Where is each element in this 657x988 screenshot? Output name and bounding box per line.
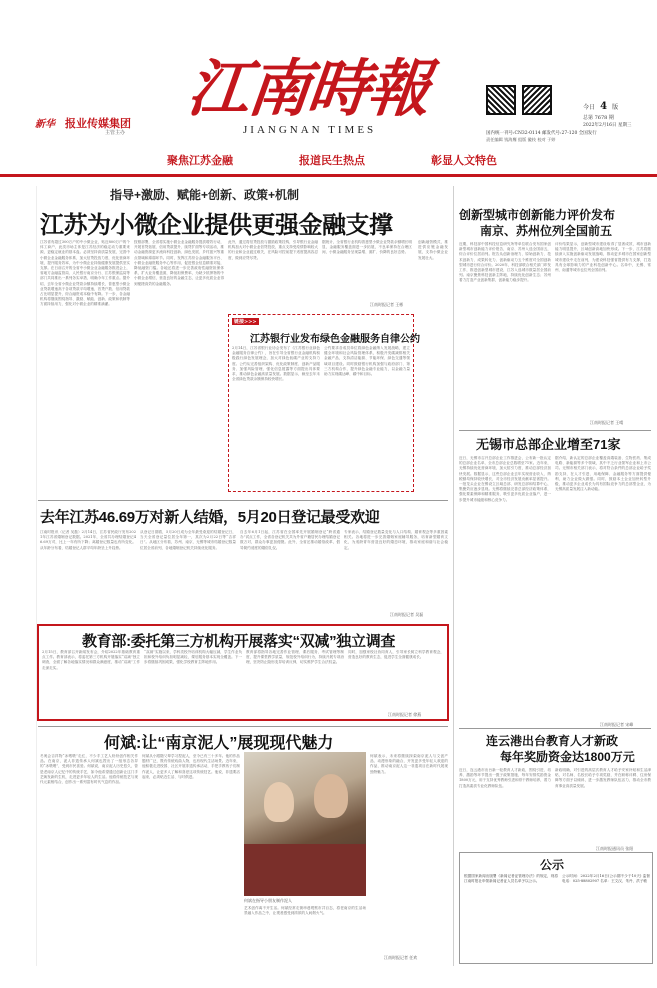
lead-kicker: 指导+激励、赋能+创新、政策+机制 — [110, 188, 300, 202]
newspaper-logo — [184, 52, 458, 136]
lead-body-col4: 据统计，全省银行业机构普惠型小微企业贷款余额增长明显，金融服务覆盖面进一步拓展，不良率保持在合理区间，小微金融服务呈现量增、面扩、价降的良好态势。 — [322, 240, 412, 255]
issue-info — [583, 94, 655, 128]
slogan-bar — [0, 150, 657, 172]
edu-credit: 江南时报记者 徐燕 — [388, 712, 422, 717]
marriage-col4: 专家表示，结婚登记数量变化与人口结构、婚育观念等多重因素相关。各地将进一步完善婚姻家庭辅导服务，培育新型婚育文化，为适龄青年营造良好的婚恋环境，推动家庭和谐与社会稳定。 — [344, 530, 448, 550]
sub-article-col2: 公约要求各成员单位将绿色金融纳入发展战略，建立健全环境和社会风险管理体系，积极开发碳减排相关金融产品，支持清洁能源、节能环保、绿色交通等领域项目建设。同时鼓励银行机构加强与政府部门、第三方机构合作，提升绿色金融专业能力，以金融力量助力实现碳达峰、碳中和目标。 — [324, 346, 410, 377]
edu-col1: 2月15日，教育部召开新闻发布会，介绍2022年基础教育重点工作。教育部表示，将委托第三方机构开展落实“双减”独立调查，全面了解各地落实情况和群众满意度，推动“双减”工作走深走实。 — [42, 650, 140, 670]
culture-photo — [244, 752, 366, 896]
right-mid-rule — [459, 430, 651, 431]
right-mid-col2: 据介绍，新认定的总部企业覆盖高端装备、生物医药、集成电路、新能源等多个领域，其中不乏行业领军企业和上市公司。无锡市相关部门表示，将对符合条件的总部企业给予奖励支持，在人才引进、用地保障、金融服务等方面提供便利，助力企业做大做强。同时，鼓励本土企业加快转型升级，推动更多企业成长为具有国际竞争力的总部型企业，为无锡高质量发展注入新动能。 — [555, 456, 651, 492]
culture-headline: 何斌:让“南京泥人”展现现代魅力 — [104, 735, 334, 752]
issue-pages-unit: 版 — [612, 104, 619, 111]
edu-col3: 教育部将指导各地完善作业管理、课后服务、考试管理等制度，提升课堂教学质量，规范校外培训行为，持续开展专项治理，坚决防止隐形变异培训反弹，切实维护学生合法权益。 — [246, 650, 344, 665]
right-top-headline-1: 创新型城市创新能力评价发布 — [459, 208, 616, 222]
culture-col3: 何斌表示，未来将继续探索南京泥人与文创产品、动漫形象的融合，开发更多受年轻人欢迎的作品，推动南京泥人这一非遗项目在新时代展现独特魅力。 — [370, 754, 448, 774]
right-top-headline-2: 南京、苏州位列全国前五 — [480, 224, 613, 238]
right-top-col1: 近期，科技部中国科技信息研究所等单位联合发布国家创新型城市创新能力评价报告，南京、苏州入选全国前五，综合评价位居前列。报告从创新治理力、原始创新力、技术创新力、成果转化力、创新驱动力五个维度对全国创新型城市进行综合评价。2020年，科技部联合相关部门印发工作，推进创新型城市建设，江苏入选城市数量居全国前列。南京聚焦科技创新主阵地，持续优化创新生态；苏州着力打造产业创新集群，创新能力稳步提升。 — [459, 242, 551, 283]
masthead-divider — [0, 174, 657, 177]
culture-col2: 何斌从小跟随父辈学习捏泥人，至今已有三十多年。他的作品题材广泛，既有传统戏曲人物，也有现代生活场景。近年来，他积极走进校园、社区开展非遗传承活动，手把手教孩子们制作泥人，让更多人了解和喜爱这项传统技艺。他说，非遗要活起来，必须贴近生活、与时俱进。 — [142, 754, 240, 779]
right-top-credit: 江南时报记者 王晴 — [590, 420, 624, 425]
lead-body-col5: 创新融资模式，推进供应链金融发展，支持小微企业发展壮大。 — [418, 240, 448, 260]
culture-col4: 艺术创作离不开生活。何斌经常走街串巷观察市井百态，将老南京的生活场景融入作品之中，让观者感受到浓浓的人间烟火气。 — [244, 906, 366, 916]
right-bottom-rule — [459, 728, 651, 729]
marriage-credit: 江南时报记者 吴磊 — [390, 612, 424, 617]
culture-rule — [38, 726, 448, 727]
right-mid-credit: 江南时报记者 宋峰 — [600, 722, 634, 727]
notice-body-right: 公示时间：2022年2月16日(公示期不少于10天) 监督电话：025-88802907 名单：王文汉、朱丹、洪子敏 — [562, 874, 650, 884]
photo-figure-1 — [264, 782, 294, 822]
group-sub: 主管主办 — [105, 130, 126, 136]
marriage-headline: 去年江苏46.69万对新人结婚，5月20日登记最受欢迎 — [40, 509, 380, 526]
lead-body-col3: 此外，通过将信贷投放与激励政策挂钩，引导银行业金融机构加大对小微企业信贷投放，重点支持受疫情影响较大的行业和企业渡过难关，在风险可控前提下适度提高容忍度，做到应贷尽贷。 — [228, 240, 318, 260]
lead-body-col1: 江苏省有超过300万户的中小微企业，贴近800万户的个体工商户，此类市场主体是江苏经济的稳定动力重要来源，更稳定就业的基本盘。必须坚持高质量发展，完善中小微企业金融服务体系，加大信贷投放力度，优化营商环境，提升服务效率，为中小微企业持续健康发展提供坚实支撑。在日前召开的全省中小微企业金融服务推进会上，省地方金融监管局、人民银行南京分行、江苏银保监局等部门共同推出一系列务实举措，明确今年工作重点。据介绍，去年全省小微企业贷款余额持续增长，普惠型小微企业贷款增速高于各项贷款平均增速，首贷户数、信用贷款占比明显提升，综合融资成本稳中有降。下一步，各金融机构将继续围绕指导、激励、赋能、创新、政策和机制等方面持续用力，强化对小微企业的精准滴灌。 — [40, 240, 130, 307]
issue-total: 总第 7678 期 — [583, 115, 614, 121]
qr-code-right — [522, 85, 552, 115]
right-top-col2: 评价结果显示，创新型城市建设取得了显著成效，城市创新能力明显提升，区域创新高地加快形成。下一步，江苏将继续深入实施创新驱动发展战略，推动更多城市在国家创新型城市建设中走在前列，为建设科技强省提供有力支撑，打造具有全球影响力的产业科技创新中心。名单中，无锡、常州、南通等城市也位列全国前列。 — [555, 242, 651, 273]
slogan-1: 聚焦江苏金融 — [167, 155, 233, 167]
notice-title: 公示 — [540, 858, 565, 872]
publication-codes: 国内统一刊号:CN32-0114 邮发代号:27-120 全国发行 — [486, 131, 597, 136]
editors-line: 责任编辑 钱海鹰 组版 徽枝 校对 于婷 — [486, 137, 556, 142]
group-prefix: 新华 — [35, 119, 55, 130]
marriage-rule — [38, 500, 448, 501]
right-bottom-col2: 新政明确，对引进的高层次教育人才给予安家补贴和生活津贴，对名师、名校长给予专项奖励，并在职称评聘、住房保障等方面予以倾斜，进一步激发教师队伍活力，推动全市教育事业高质量发展。 — [555, 768, 651, 788]
right-mid-headline: 无锡市总部企业增至71家 — [476, 437, 621, 452]
lead-headline: 江苏为小微企业提供更强金融支撑 — [40, 212, 393, 239]
left-margin-rule — [36, 186, 37, 966]
masthead — [0, 0, 657, 150]
logo-cn: 江南時報 — [184, 52, 432, 125]
slogan-2: 报道民生热点 — [299, 155, 365, 167]
group-name: 报业传媒集团 — [65, 118, 131, 130]
photo-table — [244, 844, 366, 896]
sub-article-col1: 2月14日，江苏省银行业协会发布了《江苏银行业绿色金融服务自律公约》，旨在引导全省银行业金融机构积极践行绿色发展理念，加大对绿色低碳产业的支持力度。公约从完善组织架构、优化政策制度、创新产品服务、加强风险管理、强化信息披露等方面提出具体要求，推动绿色金融高质量发展。数据显示，截至去年末全省绿色贷款余额保持较快增长。 — [232, 346, 320, 382]
right-column-divider — [453, 186, 454, 966]
marriage-col2: 从登记日期看，5月20日成为全年最受欢迎的结婚登记日，当天全省登记量位居全年第一，其次为2月22日等“吉祥日”。从地区分布看，苏州、南京、无锡等城市结婚登记数量位居全省前列，各地婚姻登记机关持续优化服务。 — [140, 530, 236, 550]
marriage-col1: 江南时报讯（记者 吴磊）2月14日，江苏省民政厅发布2021年江苏省婚姻登记数据。2021年，全省共办理结婚登记46.69万对，比上一年有所下降；离婚登记数量也有所变化。从年龄分布看，结婚登记人群平均年龄呈上升趋势。 — [40, 530, 136, 550]
slogan-3: 彰显人文特色 — [431, 155, 497, 167]
culture-col1: 冬奥会吉祥物“冰墩墩”走红，不少手工艺人纷纷创作相关作品。在南京，泥人非遗传承人何斌也捏出了一组形态各异的“冰墩墩”，受到市民喜爱。何斌说，南京泥人历史悠久，曾是老南京人记忆中的传统手艺，如今他希望通过创新让这门手艺焕发新的生机，走进更多年轻人的生活。他将传统技艺与现代元素相结合，创作出一系列富有时代气息的作品。 — [40, 754, 138, 785]
sub-article-headline: 江苏银行业发布绿色金融服务自律公约 — [250, 334, 420, 345]
issue-pages: 4 — [600, 101, 608, 112]
issue-date: 2022年2月16日 星期三 — [583, 123, 632, 128]
notice-body-left: 根据国家新闻出版署《新闻记者证管理办法》的规定，现将江南时报社申领新闻记者证人员名单予以公示。 — [464, 874, 558, 884]
right-mid-col1: 近日，无锡市召开总部企业工作推进会，公布新一批认定的总部企业名单，全市总部企业总数增至71家。近年来，无锡持续优化营商环境，加大招引力度，推动总部经济加快发展。数据显示，这些总部企业去年实现营业收入、纳税额均保持较快增长，对全市经济发展贡献率显著提升。一批龙头企业在锡设立区域总部、研发总部和结算中心，集聚效应逐步显现。无锡将继续完善总部经济政策体系，强化要素保障和精准服务，吸引更多优质企业落户，进一步提升城市能级和核心竞争力。 — [459, 456, 551, 502]
right-bottom-credit: 江南时报通讯员 张阳 — [596, 846, 634, 851]
edu-col2: “双减”实施以来，学科类校外培训机构大幅压减，学生作业负担和校外培训负担明显减轻，课后服务基本实现全覆盖。下一步将继续巩固成果，强化学校教育主阵地作用。 — [144, 650, 242, 665]
culture-credit: 江南时报记者 任欢 — [384, 955, 418, 960]
marriage-col3: 自去年6月1日起，江苏省在全国率先开展婚姻登记“跨省通办”试点工作，全省各登记机关共为外省户籍居民办理结婚登记数万对，群众办事更加便捷。此外，全省还推动婚俗改革，倡导简约适度的婚俗礼仪。 — [240, 530, 340, 550]
edu-col4: 同时，加强家校社协同育人，引导家长树立科学教育观念，营造良好的教育生态，促进学生全面健康成长。 — [348, 650, 444, 660]
lead-body-col2: 按照部署，全省将实施小微企业金融服务提质增效行动，开展首贷拓展、信用贷款提升、续贷扩面等专项活动，推动金融资源更多流向科技创新、绿色发展、乡村振兴等重点领域和薄弱环节。同时，发挥江苏综合金融服务平台、小微企业融资服务中心等作用，促进银企信息精准对接，降低融资门槛。各地还将进一步完善政府性融资担保体系，扩大业务覆盖面，降低担保费率，为缺少抵押物的中小微企业增信，营造良好的金融生态，让更多优质企业得到便捷高效的金融服务。 — [134, 240, 224, 286]
lead-credit: 江南时报记者 王彬 — [370, 302, 404, 307]
edu-headline: 教育部:委托第三方机构开展落实“双减”独立调查 — [82, 633, 396, 650]
group-logo — [35, 115, 175, 137]
qr-code-left — [486, 85, 516, 115]
sub-article-tag: 链接>>> — [234, 319, 257, 325]
logo-en: JIANGNAN TIMES — [243, 124, 377, 136]
right-bottom-col1: 近日，连云港市出台新一轮教育人才新政，围绕引进、培养、激励等环节提出一揽子政策措施，每年安排奖励资金1800万元，用于支持优秀教师引进和骨干教师培养，着力打造高素质专业化教师队伍。 — [459, 768, 551, 788]
right-bottom-headline-1: 连云港出台教育人才新政 — [486, 734, 619, 748]
culture-photo-caption: 何斌在指导小朋友制作泥人 — [244, 898, 292, 903]
photo-figure-2 — [314, 774, 348, 818]
issue-today: 今日 — [583, 104, 596, 111]
right-bottom-headline-2: 每年奖励资金达1800万元 — [500, 750, 635, 764]
